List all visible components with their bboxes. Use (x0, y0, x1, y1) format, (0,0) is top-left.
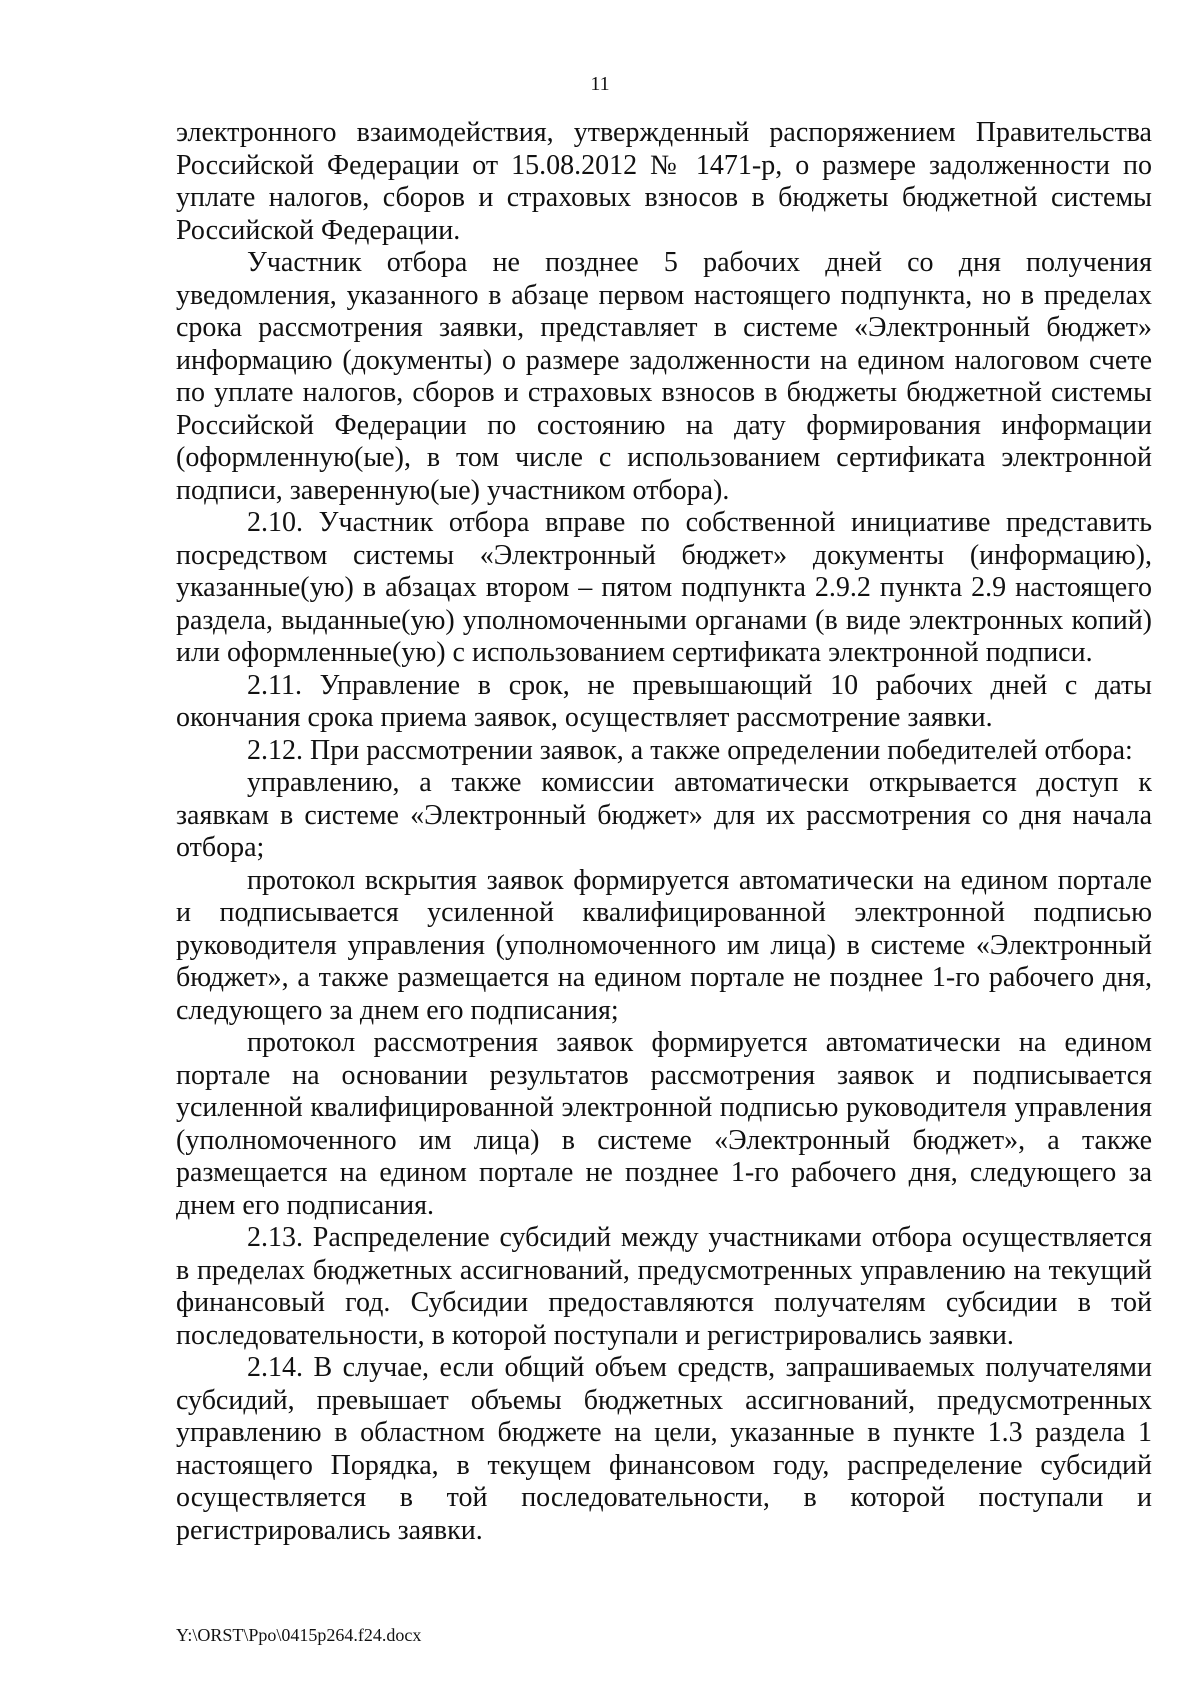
paragraph-continuation: электронного взаимодействия, утвержденный распоряжением Правительства Российской Федерации от 15.08.2012 № 1471-р, о размере задолженности по уплате налогов, сборов и страховых взносов в бюджеты бюджетной системы Российской Федерации. (176, 117, 1152, 246)
paragraph: управлению, а также комиссии автоматически открывается доступ к заявкам в системе «Электронный бюджет» для их рассмотрения со дня начала отбора; (176, 767, 1152, 863)
footer-file-path: Y:\ORST\Ppo\0415p264.f24.docx (176, 1625, 422, 1645)
paragraph-2-12: 2.12. При рассмотрении заявок, а также определении победителей отбора: (247, 734, 1133, 766)
paragraph: протокол вскрытия заявок формируется автоматически на едином портале и подписывается усиленной квалифицированной электронной подписью руководителя управления (уполномоченного им лица) в системе «Электронный бюджет», а также размещается на едином портале не позднее 1-го рабочего дня, следующего за днем его подписания; (176, 864, 1152, 1026)
paragraph-2-14: 2.14. В случае, если общий объем средств, запрашиваемых получателями субсидий, превышает объемы бюджетных ассигнований, предусмотренных управлению в областном бюджете на цели, указанные в пункте 1.3 раздела 1 настоящего Порядка, в текущем финансовом году, распределение субсидий осуществляется в той последовательности, в которой поступали и регистрировались заявки. (176, 1352, 1152, 1546)
paragraph-2-11: 2.11. Управление в срок, не превышающий 10 рабочих дней с даты окончания срока приема заявок, осуществляет рассмотрение заявки. (176, 669, 1152, 733)
paragraph: протокол рассмотрения заявок формируется автоматически на едином портале на основании результатов рассмотрения заявок и подписывается усиленной квалифицированной электронной подписью руководителя управления (уполномоченного им лица) в системе «Электронный бюджет», а также размещается на едином портале не позднее 1-го рабочего дня, следующего за днем его подписания. (176, 1027, 1152, 1221)
paragraph-2-10: 2.10. Участник отбора вправе по собственной инициативе представить посредством системы «Электронный бюджет» документы (информацию), указанные(ую) в абзацах втором – пятом подпункта 2.9.2 пункта 2.9 настоящего раздела, выданные(ую) уполномоченными органами (в виде электронных копий) или оформленные(ую) с использованием сертификата электронной подписи. (176, 507, 1152, 668)
document-body (176, 117, 1152, 1547)
paragraph-2-13: 2.13. Распределение субсидий между участниками отбора осуществляется в пределах бюджетных ассигнований, предусмотренных управлению на текущий финансовый год. Субсидии предоставляются получателям субсидии в той последовательности, в которой поступали и регистрировались заявки. (176, 1222, 1152, 1351)
page-number: 11 (590, 73, 610, 95)
paragraph: Участник отбора не позднее 5 рабочих дней со дня получения уведомления, указанного в абзаце первом настоящего подпункта, но в пределах срока рассмотрения заявки, представляет в системе «Электронный бюджет» информацию (документы) о размере задолженности на едином налоговом счете по уплате налогов, сборов и страховых взносов в бюджеты бюджетной системы Российской Федерации по состоянию на дату формирования информации (оформленную(ые), в том числе с использованием сертификата электронной подписи, заверенную(ые) участником отбора). (176, 247, 1152, 506)
